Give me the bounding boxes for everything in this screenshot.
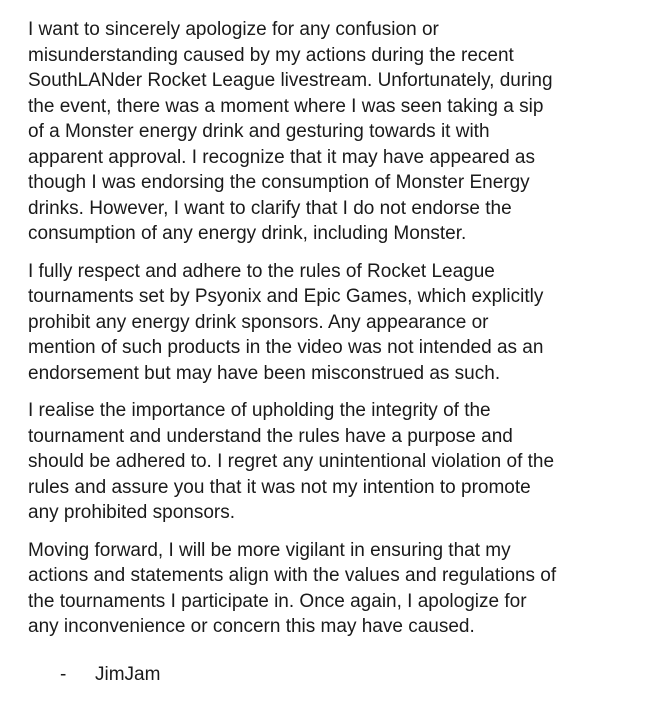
text-line: SouthLANder Rocket League livestream. Unfortunately, during [28,70,553,91]
text-line: drinks. However, I want to clarify that I do not endorse the [28,197,512,219]
text-line: the tournaments I participate in. Once again, I apologize for [28,590,527,612]
text-line: any inconvenience or concern this may have caused. [28,616,475,637]
text-line: actions and statements align with the values and regulations of [28,565,557,586]
paragraph-1 [28,17,628,247]
text-line: I fully respect and adhere to the rules of Rocket League [28,260,495,282]
text-line: misunderstanding caused by my actions during the recent [28,44,514,66]
text-line: consumption of any energy drink, including Monster. [28,223,467,244]
paragraph-4 [28,538,628,640]
signature-name: JimJam [95,664,161,685]
text-line: mention of such products in the video was not intended as an [28,337,544,358]
text-line: tournaments set by Psyonix and Epic Games, which explicitly [28,286,544,307]
signature [60,662,160,688]
text-line: tournament and understand the rules have a purpose and [28,425,513,447]
paragraph-2 [28,259,628,387]
signature-dash: - [60,664,67,685]
text-line: I realise the importance of upholding the integrity of the [28,400,491,421]
text-line: of a Monster energy drink and gesturing towards it with [28,121,490,142]
apology-letter [28,17,628,652]
text-line: rules and assure you that it was not my intention to promote [28,476,531,498]
paragraph-3 [28,398,628,526]
text-line: any prohibited sponsors. [28,502,236,523]
text-line: endorsement but may have been misconstrued as such. [28,362,501,384]
text-line: I want to sincerely apologize for any confusion or [28,19,439,40]
text-line: Moving forward, I will be more vigilant in ensuring that my [28,539,511,561]
text-line: apparent approval. I recognize that it may have appeared as [28,146,535,168]
text-line: prohibit any energy drink sponsors. Any appearance or [28,311,489,333]
text-line: though I was endorsing the consumption of Monster Energy [28,172,530,193]
text-line: the event, there was a moment where I was seen taking a sip [28,95,544,117]
text-line: should be adhered to. I regret any unintentional violation of the [28,451,555,472]
